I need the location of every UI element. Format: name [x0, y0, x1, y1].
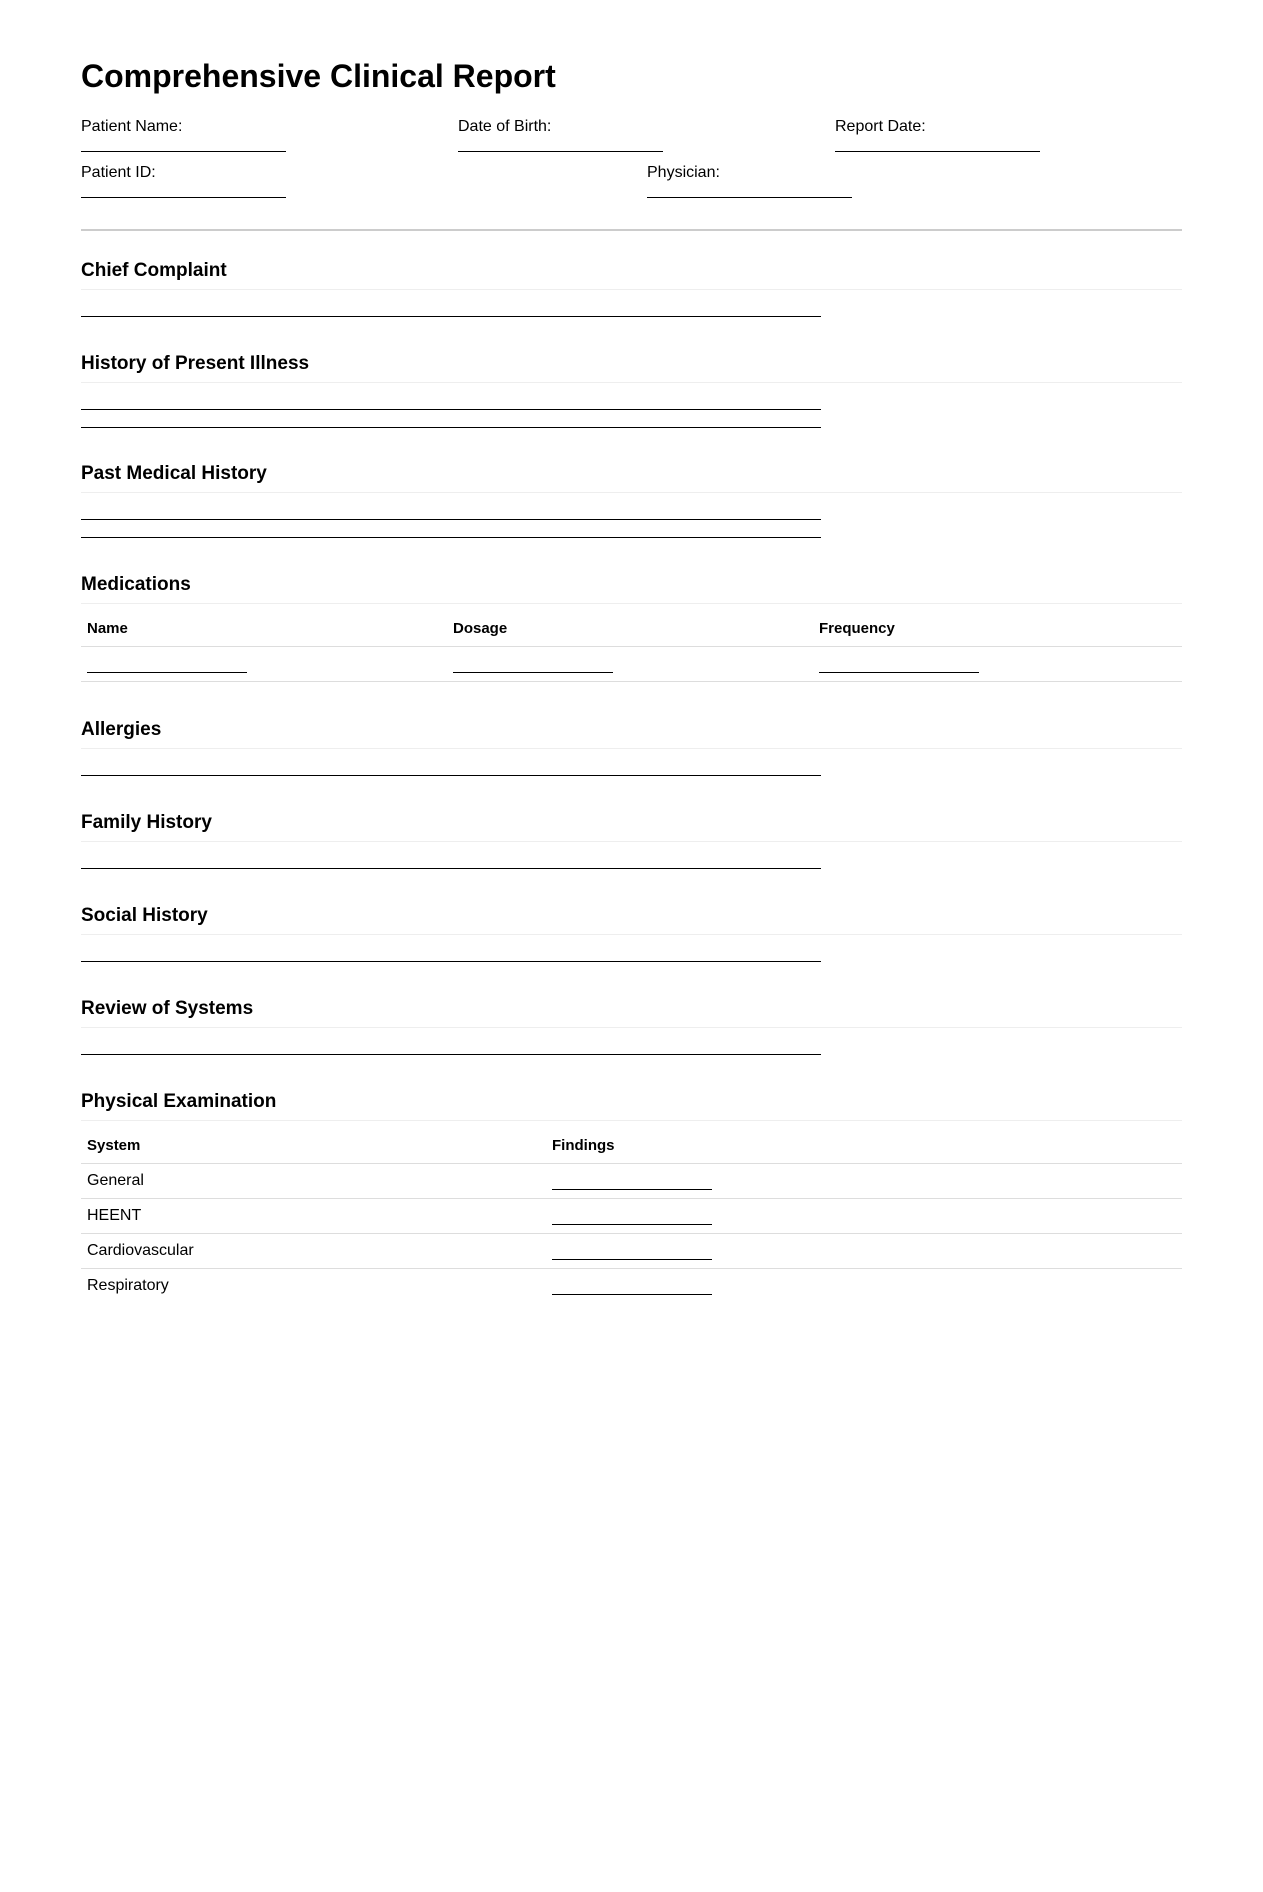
system-name: Respiratory — [87, 1277, 169, 1294]
section-chief-complaint — [81, 259, 1182, 317]
section-medications — [81, 573, 1182, 682]
header-divider — [81, 229, 1182, 231]
table-row — [81, 647, 1182, 682]
section-allergies — [81, 718, 1182, 776]
hpi-input-line-2[interactable] — [81, 427, 821, 428]
section-title: Allergies — [81, 718, 1182, 749]
date-of-birth-label: Date of Birth: — [458, 118, 552, 135]
findings-input-line[interactable] — [552, 1189, 712, 1190]
section-title: Family History — [81, 811, 1182, 842]
review-of-systems-input-line[interactable] — [81, 1054, 821, 1055]
family-history-input-line[interactable] — [81, 868, 821, 869]
section-title: Review of Systems — [81, 997, 1182, 1028]
patient-id-input-line[interactable] — [81, 197, 286, 198]
report-date-field — [835, 117, 1040, 152]
section-title: Social History — [81, 904, 1182, 935]
column-header-name: Name — [81, 610, 447, 647]
section-title: Physical Examination — [81, 1090, 1182, 1121]
section-title: Past Medical History — [81, 462, 1182, 493]
medications-table — [81, 610, 1182, 682]
findings-input-line[interactable] — [552, 1294, 712, 1295]
table-row — [81, 1199, 1182, 1234]
medication-frequency-input-line[interactable] — [819, 672, 979, 673]
allergies-input-line[interactable] — [81, 775, 821, 776]
system-name: General — [81, 1164, 546, 1199]
report-date-label: Report Date: — [835, 118, 926, 135]
system-name: Cardiovascular — [81, 1234, 546, 1269]
column-header-frequency: Frequency — [813, 610, 1182, 647]
system-name: HEENT — [81, 1199, 546, 1234]
table-row — [81, 1269, 1182, 1304]
pmh-input-line-1[interactable] — [81, 519, 821, 520]
table-row — [81, 1164, 1182, 1199]
column-header-findings: Findings — [546, 1127, 1182, 1164]
hpi-input-line-1[interactable] — [81, 409, 821, 410]
section-review-of-systems — [81, 997, 1182, 1055]
date-of-birth-field — [458, 117, 663, 152]
date-of-birth-input-line[interactable] — [458, 151, 663, 152]
section-past-medical-history — [81, 462, 1182, 538]
medications-header-row — [81, 610, 1182, 647]
patient-name-label: Patient Name: — [81, 118, 183, 135]
patient-name-input-line[interactable] — [81, 151, 286, 152]
report-title: Comprehensive Clinical Report — [81, 58, 556, 94]
section-title: Medications — [81, 573, 1182, 604]
findings-input-line[interactable] — [552, 1259, 712, 1260]
medication-name-input-line[interactable] — [87, 672, 247, 673]
section-title: Chief Complaint — [81, 259, 1182, 290]
physician-field — [647, 163, 852, 198]
section-history-present-illness — [81, 352, 1182, 428]
physical-exam-header-row — [81, 1127, 1182, 1164]
chief-complaint-input-line[interactable] — [81, 316, 821, 317]
social-history-input-line[interactable] — [81, 961, 821, 962]
column-header-dosage: Dosage — [447, 610, 813, 647]
physician-label: Physician: — [647, 164, 720, 181]
section-title: History of Present Illness — [81, 352, 1182, 383]
section-family-history — [81, 811, 1182, 869]
findings-input-line[interactable] — [552, 1224, 712, 1225]
column-header-system: System — [81, 1127, 546, 1164]
medication-dosage-input-line[interactable] — [453, 672, 613, 673]
pmh-input-line-2[interactable] — [81, 537, 821, 538]
report-date-input-line[interactable] — [835, 151, 1040, 152]
section-physical-examination — [81, 1090, 1182, 1303]
patient-id-field — [81, 163, 286, 198]
section-social-history — [81, 904, 1182, 962]
physician-input-line[interactable] — [647, 197, 852, 198]
table-row — [81, 1234, 1182, 1269]
patient-id-label: Patient ID: — [81, 164, 156, 181]
patient-name-field — [81, 117, 286, 152]
physical-exam-table — [81, 1127, 1182, 1303]
